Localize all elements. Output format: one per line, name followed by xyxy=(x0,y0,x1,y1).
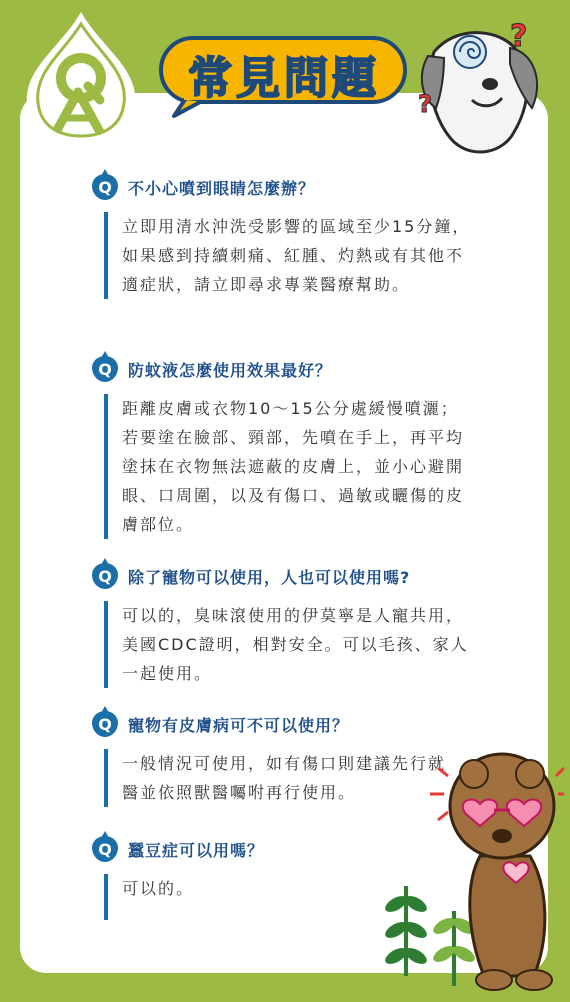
faq-answer: 可以的。 xyxy=(104,874,472,920)
faq-question-row xyxy=(92,709,492,739)
question-badge-icon: Q xyxy=(92,836,118,862)
confused-dog-icon xyxy=(414,12,560,162)
question-badge-icon: Q xyxy=(92,711,118,737)
svg-text:?: ? xyxy=(510,19,528,54)
happy-dog-icon xyxy=(384,736,564,998)
faq-question-row xyxy=(92,354,492,384)
faq-item xyxy=(92,172,492,299)
faq-question: 除了寵物可以使用，人也可以使用嗎? xyxy=(128,567,411,587)
question-badge-icon: Q xyxy=(92,563,118,589)
faq-answer: 立即用清水沖洗受影響的區域至少15分鐘，如果感到持續刺痛、紅腫、灼熱或有其他不適症狀，請立即尋求專業醫療幫助。 xyxy=(104,212,472,299)
faq-question-row xyxy=(92,561,492,591)
svg-text:?: ? xyxy=(418,90,432,118)
faq-item xyxy=(92,561,492,688)
faq-answer: 一般情況可使用，如有傷口則建議先行就醫並依照獸醫囑咐再行使用。 xyxy=(104,749,452,807)
leaf-plant-icon xyxy=(384,886,477,986)
question-badge-icon: Q xyxy=(92,174,118,200)
faq-question: 蠶豆症可以用嗎？ xyxy=(128,840,265,860)
faq-answer: 距離皮膚或衣物10～15公分處緩慢噴灑；若要塗在臉部、頸部，先噴在手上，再平均塗抹在衣物無法遮蔽的皮膚上，並小心避開眼、口周圍，以及有傷口、過敏或曬傷的皮膚部位。 xyxy=(104,394,472,539)
faq-question: 寵物有皮膚病可不可以使用？ xyxy=(128,715,350,735)
faq-question-row xyxy=(92,172,492,202)
qa-logo-icon xyxy=(16,8,146,148)
question-badge-icon: Q xyxy=(92,356,118,382)
page-title: 常見問題 xyxy=(188,53,380,104)
faq-answer: 可以的，臭味滾使用的伊莫寧是人寵共用，美國CDC證明，相對安全。可以毛孩、家人一起使用。 xyxy=(104,601,472,688)
title-banner xyxy=(158,34,408,118)
faq-question: 不小心噴到眼睛怎麼辦？ xyxy=(128,178,316,198)
faq-item xyxy=(92,354,492,539)
faq-question: 防蚊液怎麼使用效果最好？ xyxy=(128,360,333,380)
